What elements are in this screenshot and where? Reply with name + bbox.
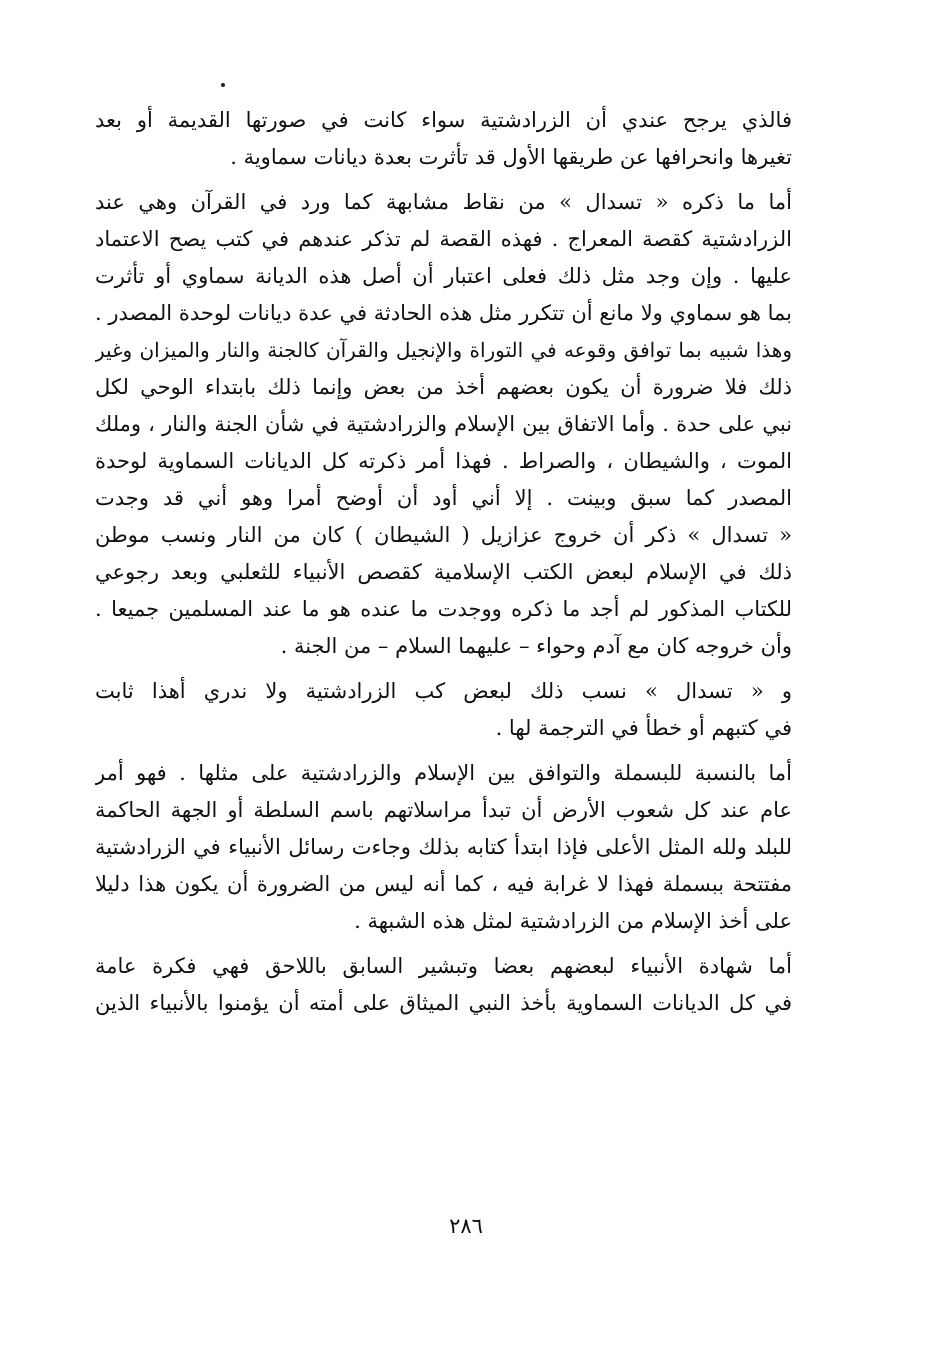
paragraph-5 bbox=[95, 948, 792, 1022]
text-line: فالذي يرجح عندي أن الزرادشتية سواء كانت في صورتها القديمة أو بعد bbox=[95, 108, 792, 132]
text-line: « تسدال » ذكر أن خروج عزازيل ( الشيطان ) كان من النار ونسب موطن bbox=[95, 523, 792, 547]
text-line: في كل الديانات السماوية بأخذ النبي الميثاق على أمته أن يؤمنوا بالأنبياء الذين bbox=[95, 991, 792, 1015]
text-line: بما هو سماوي ولا مانع أن تتكرر مثل هذه الحادثة في عدة ديانات لوحدة المصدر . bbox=[95, 301, 792, 325]
text-line: للكتاب المذكور لم أجد ما ذكره ووجدت ما عنده هو ما عند المسلمين جميعا . bbox=[95, 597, 792, 621]
text-line: عام عند كل شعوب الأرض أن تبدأ مراسلاتهم باسم السلطة أو الجهة الحاكمة bbox=[95, 798, 792, 822]
paragraph-2 bbox=[95, 184, 792, 665]
page-body bbox=[95, 102, 792, 1022]
text-line: أما ما ذكره « تسدال » من نقاط مشابهة كما ورد في القرآن وهي عند bbox=[95, 190, 792, 214]
text-line: الموت ، والشيطان ، والصراط . فهذا أمر ذكرته كل الديانات السماوية لوحدة bbox=[95, 449, 792, 473]
text-line: المصدر كما سبق وبينت . إلا أني أود أن أوضح أمرا وهو أني قد وجدت bbox=[95, 486, 792, 510]
paragraph-3 bbox=[95, 673, 792, 747]
page-number: ٢٨٦ bbox=[449, 1214, 483, 1238]
text-line: عليها . وإن وجد مثل ذلك فعلى اعتبار أن أصل هذه الديانة سماوي أو تأثرت bbox=[95, 264, 792, 288]
text-line: ذلك فلا ضرورة أن يكون بعضهم أخذ من بعض وإنما ذلك بابتداء الوحي لكل bbox=[95, 375, 792, 399]
text-line: وهذا شبيه بما توافق وقوعه في التوراة والإنجيل والقرآن كالجنة والنار والميزان وغير bbox=[95, 338, 792, 362]
text-line: في كتبهم أو خطأ في الترجمة لها . bbox=[495, 716, 792, 740]
paragraph-4 bbox=[95, 755, 792, 940]
text-line: الزرادشتية كقصة المعراج . فهذه القصة لم تذكر عندهم في كتب يصح الاعتماد bbox=[95, 227, 792, 251]
text-line: مفتتحة ببسملة فهذا لا غرابة فيه ، كما أنه ليس من الضرورة أن يكون هذا دليلا bbox=[95, 872, 792, 896]
text-line: على أخذ الإسلام من الزرادشتية لمثل هذه الشبهة . bbox=[354, 909, 792, 933]
text-line: ذلك في الإسلام لبعض الكتب الإسلامية كقصص الأنبياء للثعلبي وبعد رجوعي bbox=[95, 560, 792, 584]
text-line: و « تسدال » نسب ذلك لبعض كب الزرادشتية ولا ندري أهذا ثابت bbox=[95, 679, 792, 703]
text-line: للبلد ولله المثل الأعلى فإذا ابتدأ كتابه بذلك وجاءت رسائل الأنبياء في الزرادشتية bbox=[95, 835, 792, 859]
paragraph-1 bbox=[95, 102, 792, 176]
text-line: نبي على حدة . وأما الاتفاق بين الإسلام والزرادشتية في شأن الجنة والنار ، وملك bbox=[95, 412, 792, 436]
text-line: أما شهادة الأنبياء لبعضهم بعضا وتبشير السابق باللاحق فهي فكرة عامة bbox=[95, 954, 792, 978]
text-line: أما بالنسبة للبسملة والتوافق بين الإسلام والزرادشتية على مثلها . فهو أمر bbox=[95, 761, 792, 785]
text-line: تغيرها وانحرافها عن طريقها الأول قد تأثرت بعدة ديانات سماوية . bbox=[230, 145, 792, 169]
ink-speck bbox=[221, 83, 225, 87]
text-line: وأن خروجه كان مع آدم وحواء – عليهما السلام – من الجنة . bbox=[280, 634, 792, 658]
